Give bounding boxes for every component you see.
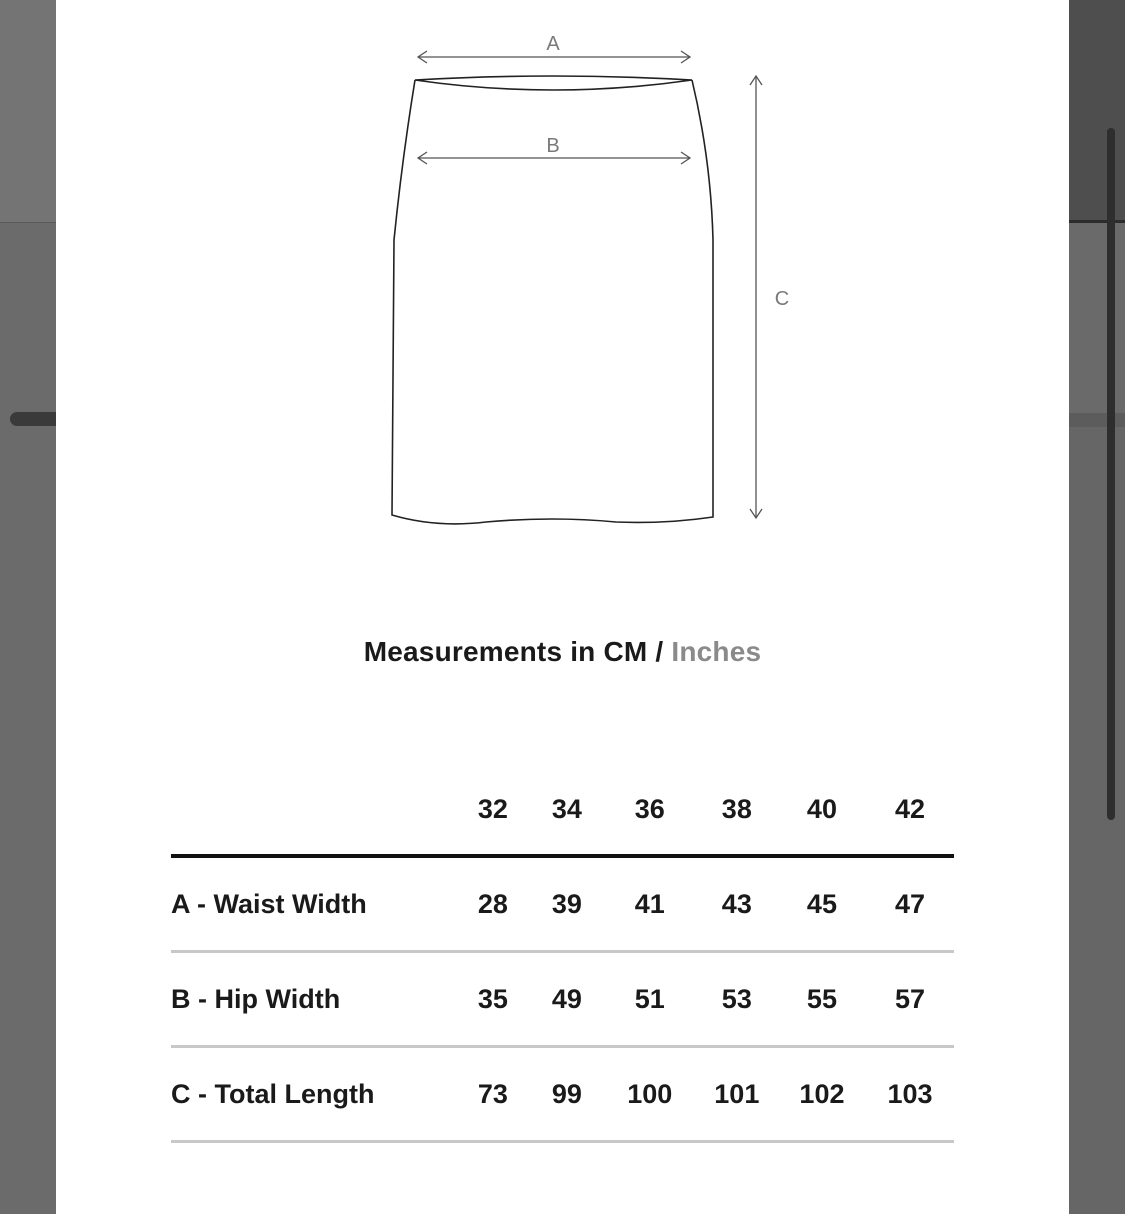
table-cell: 102 <box>778 1047 866 1142</box>
table-cell: 100 <box>604 1047 696 1142</box>
size-header: 36 <box>604 764 696 856</box>
backdrop-right <box>1069 0 1125 1214</box>
label-c: C <box>774 288 790 310</box>
row-label: C - Total Length <box>171 1047 456 1142</box>
backdrop-band <box>1069 223 1125 413</box>
table-cell: 35 <box>456 952 530 1047</box>
size-header-row <box>171 764 954 856</box>
scrollbar-thumb[interactable] <box>1107 128 1115 820</box>
table-cell: 103 <box>866 1047 954 1142</box>
size-header: 32 <box>456 764 530 856</box>
size-guide-modal <box>56 0 1069 1214</box>
table-cell: 101 <box>696 1047 778 1142</box>
row-label: B - Hip Width <box>171 952 456 1047</box>
unit-inches[interactable]: Inches <box>671 636 762 667</box>
table-cell: 55 <box>778 952 866 1047</box>
header-spacer <box>171 764 456 856</box>
unit-separator: / <box>655 636 664 667</box>
unit-cm[interactable]: Measurements in CM <box>363 636 648 667</box>
table-cell: 43 <box>696 856 778 952</box>
table-cell: 73 <box>456 1047 530 1142</box>
backdrop-band <box>0 0 56 223</box>
table-cell: 53 <box>696 952 778 1047</box>
table-cell: 51 <box>604 952 696 1047</box>
table-cell: 47 <box>866 856 954 952</box>
table-row <box>171 856 954 952</box>
label-b: B <box>546 135 560 157</box>
table-row <box>171 952 954 1047</box>
size-header: 38 <box>696 764 778 856</box>
size-table <box>171 764 954 1143</box>
table-cell: 39 <box>530 856 604 952</box>
table-cell: 41 <box>604 856 696 952</box>
backdrop-left <box>0 0 56 1214</box>
table-cell: 99 <box>530 1047 604 1142</box>
size-header: 42 <box>866 764 954 856</box>
table-row <box>171 1047 954 1142</box>
backdrop-band <box>1069 413 1125 427</box>
label-a: A <box>546 33 560 55</box>
table-cell: 45 <box>778 856 866 952</box>
measurement-heading <box>56 636 1069 668</box>
size-header: 40 <box>778 764 866 856</box>
measure-arrows <box>418 51 762 518</box>
side-handle[interactable] <box>10 412 56 426</box>
backdrop-band <box>1069 0 1125 223</box>
skirt-diagram <box>56 0 1069 600</box>
size-header: 34 <box>530 764 604 856</box>
table-cell: 49 <box>530 952 604 1047</box>
row-label: A - Waist Width <box>171 856 456 952</box>
table-cell: 57 <box>866 952 954 1047</box>
table-cell: 28 <box>456 856 530 952</box>
